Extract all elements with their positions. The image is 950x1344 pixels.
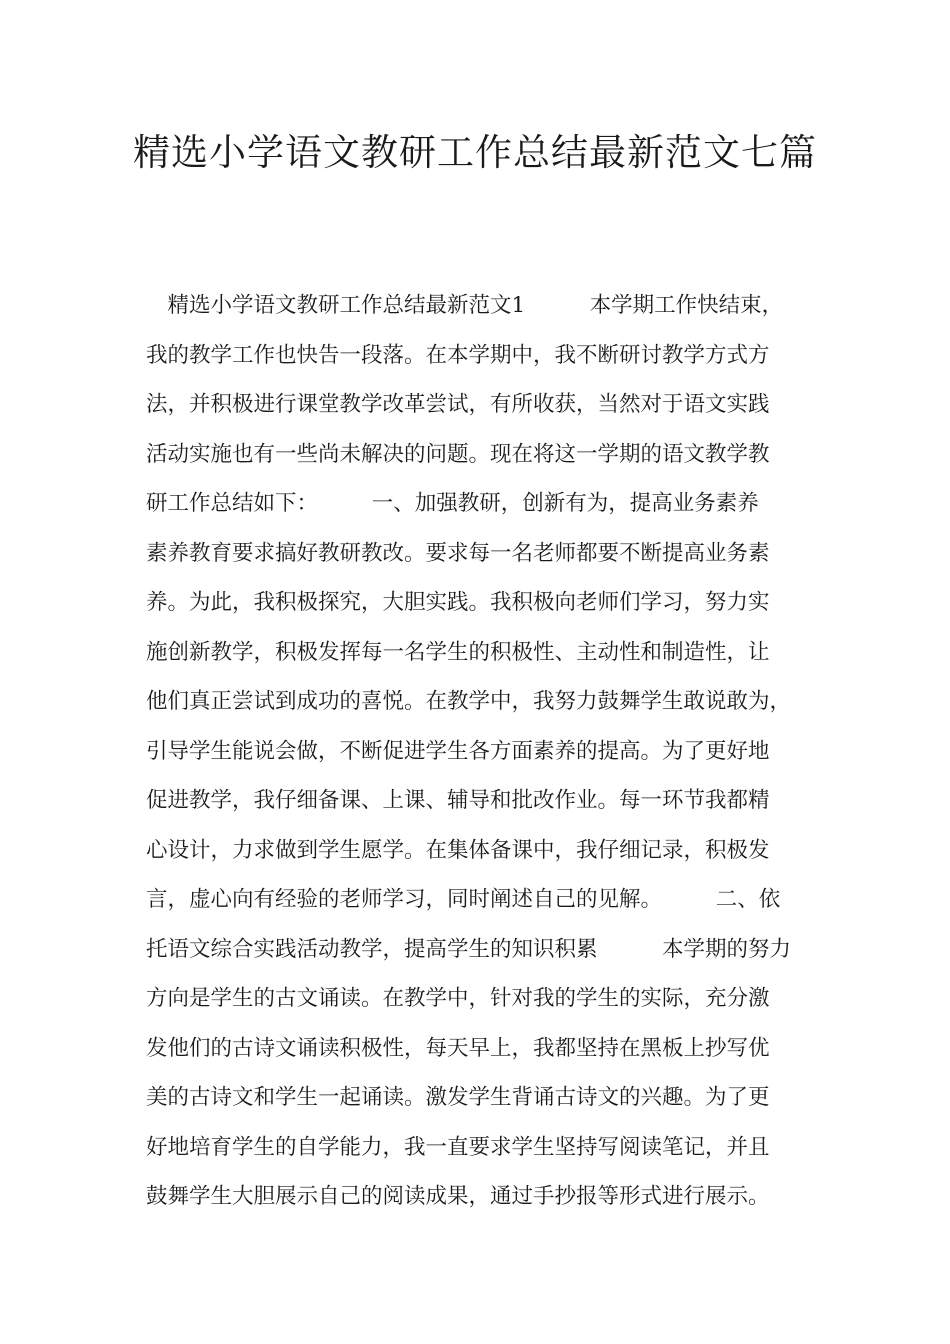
body-line: 托语文综合实践活动教学，提高学生的知识积累 本学期的努力: [146, 936, 792, 962]
body-line: 好地培育学生的自学能力，我一直要求学生坚持写阅读笔记，并且: [146, 1134, 770, 1160]
body-line: 精选小学语文教研工作总结最新范文1 本学期工作快结束，: [146, 293, 784, 318]
body-line: 促进教学，我仔细备课、上课、辅导和批改作业。每一环节我都精: [146, 788, 770, 813]
body-line: 引导学生能说会做，不断促进学生各方面素养的提高。为了更好地: [146, 738, 770, 764]
body-line: 养。为此，我积极探究，大胆实践。我积极向老师们学习，努力实: [146, 590, 770, 615]
document-body: [146, 281, 826, 1222]
body-line: 我的教学工作也快告一段落。在本学期中，我不断研讨教学方式方: [146, 342, 770, 368]
body-line: 美的古诗文和学生一起诵读。激发学生背诵古诗文的兴趣。为了更: [146, 1085, 770, 1110]
body-line: 鼓舞学生大胆展示自己的阅读成果，通过手抄报等形式进行展示。: [146, 1184, 770, 1209]
body-line: 他们真正尝试到成功的喜悦。在教学中，我努力鼓舞学生敢说敢为，: [146, 689, 792, 714]
body-line: 活动实施也有一些尚未解决的问题。现在将这一学期的语文教学教: [146, 441, 770, 467]
body-line: 研工作总结如下： 一、加强教研，创新有为，提高业务素养: [146, 491, 759, 516]
body-line: 素养教育要求搞好教研教改。要求每一名老师都要不断提高业务素: [146, 540, 770, 566]
document-title: 精选小学语文教研工作总结最新范文七篇: [133, 131, 817, 174]
body-line: 发他们的古诗文诵读积极性，每天早上，我都坚持在黑板上抄写优: [146, 1035, 770, 1061]
body-line: 方向是学生的古文诵读。在教学中，针对我的学生的实际，充分激: [146, 986, 770, 1011]
body-line: 心设计，力求做到学生愿学。在集体备课中，我仔细记录，积极发: [146, 837, 770, 863]
body-line: 法，并积极进行课堂教学改革尝试，有所收获，当然对于语文实践: [146, 392, 770, 417]
body-line: 言，虚心向有经验的老师学习，同时阐述自己的见解。 二、依: [146, 887, 781, 912]
body-line: 施创新教学，积极发挥每一名学生的积极性、主动性和制造性，让: [146, 639, 770, 665]
